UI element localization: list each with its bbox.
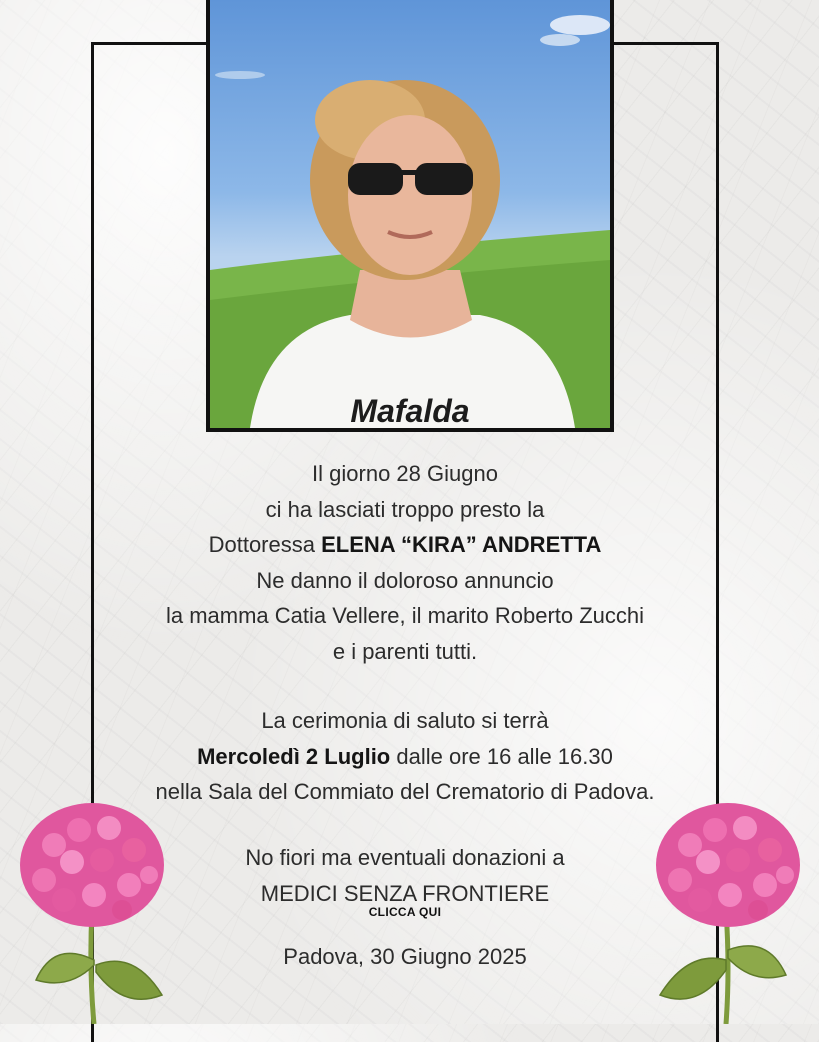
hydrangea-left-icon xyxy=(14,800,174,1024)
donations-block xyxy=(91,840,719,918)
ceremony-line-2 xyxy=(91,739,719,775)
announcement-line-2: ci ha lasciati troppo presto la xyxy=(265,496,545,522)
portrait-photo xyxy=(206,0,614,432)
ceremony-block xyxy=(91,703,719,810)
hydrangea-right-blossom xyxy=(656,803,800,927)
footer-place-date: Padova, 30 Giugno 2025 xyxy=(283,944,527,969)
announcement-line-1: Il giorno 28 Giugno xyxy=(312,461,498,486)
ceremony-line-1: La cerimonia di saluto si terrà xyxy=(261,708,549,733)
announcement-line-4: Ne danno il doloroso annuncio xyxy=(256,567,554,593)
donate-link[interactable]: CLICCA QUI xyxy=(368,905,442,919)
announcement-block xyxy=(91,456,719,669)
hydrangea-left-blossom xyxy=(20,803,164,927)
announcement-line-3 xyxy=(91,527,719,563)
deceased-name: ELENA “KIRA” ANDRETTA xyxy=(321,532,602,557)
shirt-print-text: Mafalda xyxy=(350,393,470,428)
announcement-line-6: e i parenti tutti. xyxy=(332,638,478,664)
donations-org: MEDICI SENZA FRONTIERE xyxy=(260,880,550,906)
announcement-line-5: la mamma Catia Vellere, il marito Roberto Zucchi xyxy=(165,603,645,628)
portrait-illustration xyxy=(210,0,610,428)
title-prefix: Dottoressa xyxy=(208,532,322,557)
ceremony-time: dalle ore 16 alle 16.30 xyxy=(390,743,613,769)
ceremony-date: Mercoledì 2 Luglio xyxy=(197,743,391,769)
ceremony-place: nella Sala del Commiato del Crematorio di Padova. xyxy=(155,779,655,804)
hydrangea-right-icon xyxy=(648,800,808,1024)
donations-line-1: No fiori ma eventuali donazioni a xyxy=(245,845,565,870)
